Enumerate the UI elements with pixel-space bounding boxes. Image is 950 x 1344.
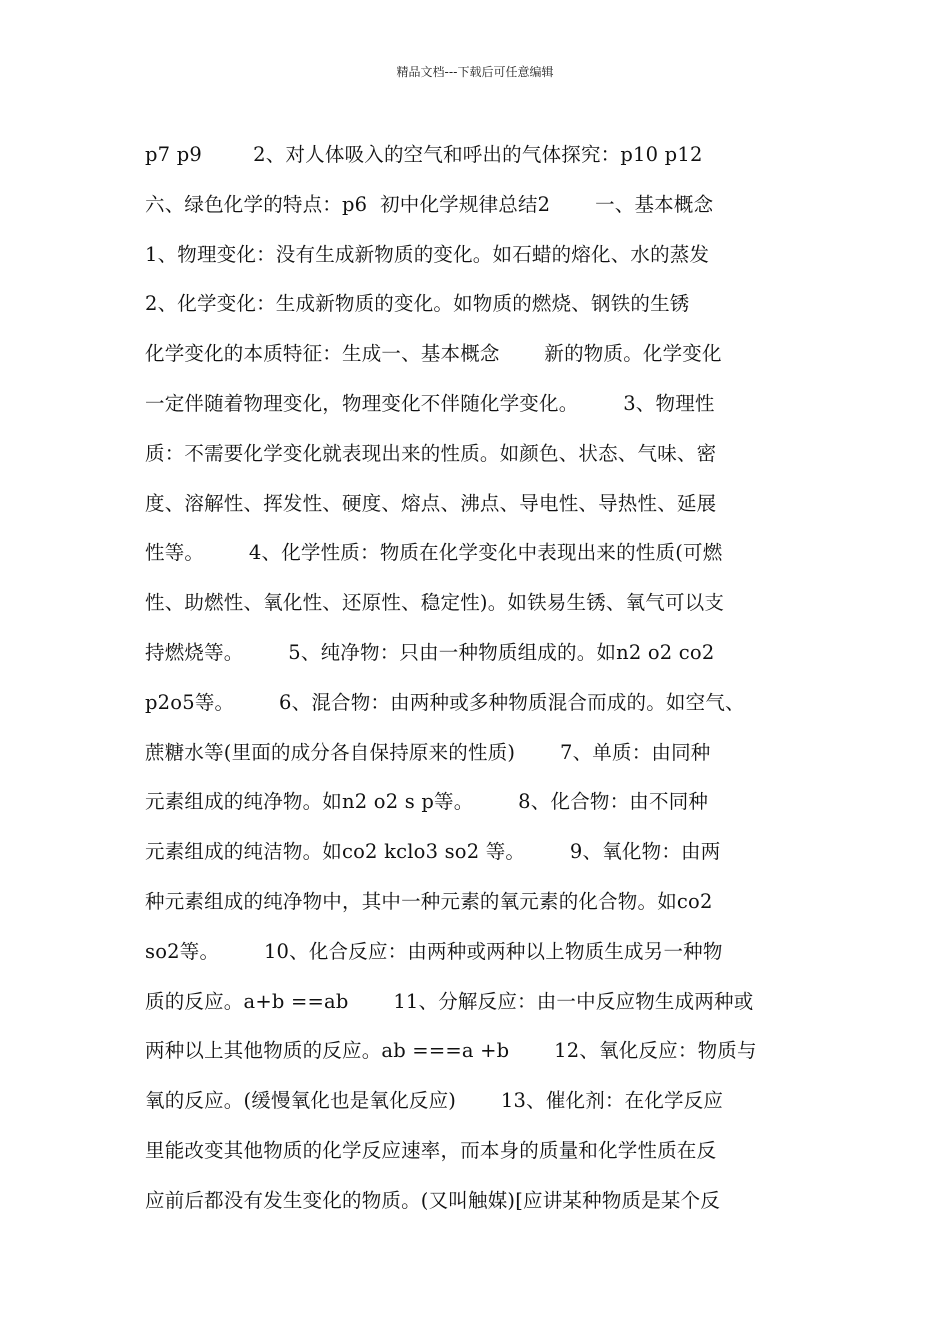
text-line: 元素组成的纯洁物。如co2 kclo3 so2 等。 9、氧化物：由两 [145, 840, 721, 864]
text-line: 蔗糖水等(里面的成分各自保持原来的性质) 7、单质：由同种 [145, 740, 711, 764]
text-line: 种元素组成的纯净物中，其中一种元素的氧元素的化合物。如co2 [145, 889, 713, 913]
text-line: 化学变化的本质特征：生成一、基本概念 新的物质。化学变化 [145, 342, 722, 366]
text-line: 应前后都没有发生变化的物质。(又叫触媒)[应讲某种物质是某个反 [145, 1188, 721, 1212]
text-line: so2等。 10、化合反应：由两种或两种以上物质生成另一种物 [145, 939, 723, 963]
page-header: 精品文档---下载后可任意编辑 [396, 65, 554, 79]
text-line: 度、溶解性、挥发性、硬度、熔点、沸点、导电性、导热性、延展 [145, 491, 717, 515]
text-line: 两种以上其他物质的反应。ab ===a +b 12、氧化反应：物质与 [145, 1039, 757, 1063]
document-body [145, 130, 835, 1226]
text-line: 质：不需要化学变化就表现出来的性质。如颜色、状态、气味、密 [145, 441, 717, 465]
text-line: p7 p9 2、对人体吸入的空气和呼出的气体探究：p10 p12 [145, 143, 703, 166]
text-line: 2、化学变化：生成新物质的变化。如物质的燃烧、钢铁的生锈 [145, 292, 690, 316]
text-line: 一定伴随着物理变化，物理变化不伴随化学变化。 3、物理性 [145, 391, 715, 415]
text-line: 性、助燃性、氧化性、还原性、稳定性)。如铁易生锈、氧气可以支 [145, 591, 725, 615]
text-line: 氧的反应。(缓慢氧化也是氧化反应) 13、催化剂：在化学反应 [145, 1089, 724, 1113]
text-line: 质的反应。a+b ==ab 11、分解反应：由一中反应物生成两种或 [145, 989, 754, 1013]
text-line: 性等。 4、化学性质：物质在化学变化中表现出来的性质(可燃 [145, 541, 723, 565]
text-line: 元素组成的纯净物。如n2 o2 s p等。 8、化合物：由不同种 [145, 790, 709, 814]
text-line: 持燃烧等。 5、纯净物：只由一种物质组成的。如n2 o2 co2 [145, 640, 715, 664]
text-line: 六、绿色化学的特点：p6 初中化学规律总结2 一、基本概念 [145, 192, 714, 216]
text-line: 1、物理变化：没有生成新物质的变化。如石蜡的熔化、水的蒸发 [145, 242, 710, 266]
text-line: 里能改变其他物质的化学反应速率，而本身的质量和化学性质在反 [145, 1138, 717, 1162]
text-line: p2o5等。 6、混合物：由两种或多种物质混合而成的。如空气、 [145, 690, 745, 714]
